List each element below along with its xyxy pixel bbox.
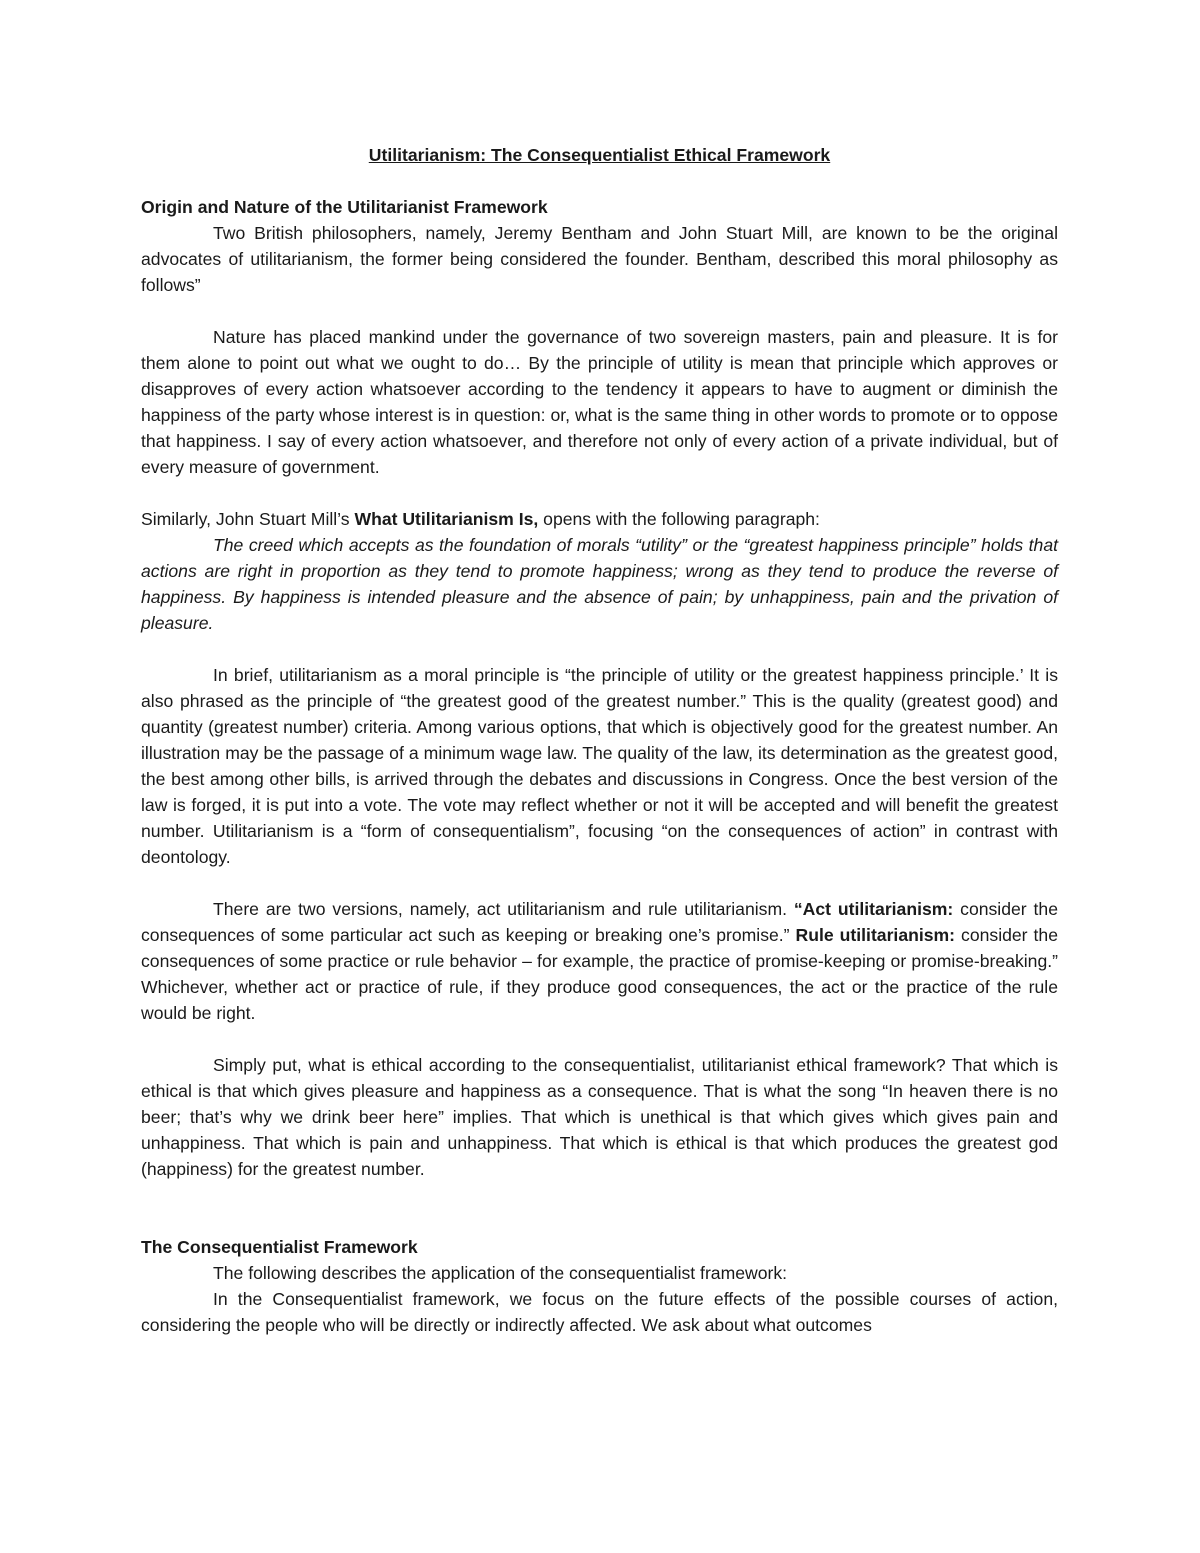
versions-text-3: consider the consequences of some practice or rule behavior – for example, the practice of promise-keeping or promise-breaking.” Whichever, whether act or practice of rule, if they produce good consequences, the act or the practice of the rule would be right. (141, 925, 1058, 1023)
mill-work-title: What Utilitarianism Is, (354, 509, 539, 529)
mill-intro-text-end: opens with the following paragraph: (538, 509, 820, 529)
versions-text-2: consider the consequences of some particular act such as keeping or breaking one’s promise.” (141, 899, 1058, 945)
in-brief-paragraph: In brief, utilitarianism as a moral principle is “the principle of utility or the greatest happiness principle.’ It is also phrased as the principle of “the greatest good of the greatest number.” This is the quality (greatest good) and quantity (greatest number) criteria. Among various options, that which is objectively good for the greatest number. An illustration may be the passage of a minimum wage law. The quality of the law, its determination as the greatest good, the best among other bills, is arrived through the debates and discussions in Congress. Once the best version of the law is forged, it is put into a vote. The vote may reflect whether or not it will be accepted and will benefit the greatest number. Utilitarianism is a “form of consequentialism”, focusing “on the consequences of action” in contrast with deontology. (141, 665, 1058, 867)
section-heading-origin: Origin and Nature of the Utilitarianist Framework (141, 197, 548, 217)
spacer (141, 480, 1058, 506)
versions-paragraph (141, 896, 1058, 1026)
consequentialist-intro: The following describes the application of the consequentialist framework: (213, 1263, 788, 1283)
consequentialist-body: In the Consequentialist framework, we focus on the future effects of the possible courses of action, considering the people who will be directly or indirectly affected. We ask about what outcomes (141, 1289, 1058, 1335)
act-utilitarianism-term: “Act utilitarianism: (793, 899, 954, 919)
section-heading-consequentialist: The Consequentialist Framework (141, 1237, 418, 1257)
spacer (141, 636, 1058, 662)
spacer (141, 870, 1058, 896)
spacer (141, 298, 1058, 324)
mill-quote-paragraph: The creed which accepts as the foundation of morals “utility” or the “greatest happiness principle” holds that actions are right in proportion as they tend to promote happiness; wrong as they tend to produce the reverse of happiness. By happiness is intended pleasure and the absence of pain; by unhappiness, pain and the privation of pleasure. (141, 535, 1058, 633)
bentham-quote-paragraph: Nature has placed mankind under the governance of two sovereign masters, pain and pleasure. It is for them alone to point out what we ought to do… By the principle of utility is mean that principle which approves or disapproves of every action whatsoever according to the tendency it appears to have to augment or diminish the happiness of the party whose interest is in question: or, what is the same thing in other words to promote or to oppose that happiness. I say of every action whatsoever, and therefore not only of every action of a private individual, but of every measure of government. (141, 327, 1058, 477)
simply-put-paragraph: Simply put, what is ethical according to the consequentialist, utilitarianist ethical framework? That which is ethical is that which gives pleasure and happiness as a consequence. That is what the song “In heaven there is no beer; that’s why we drink beer here” implies. That which is unethical is that which gives which gives pain and unhappiness. That which is pain and unhappiness. That which is ethical is that which produces the greatest god (happiness) for the greatest number. (141, 1055, 1058, 1179)
intro-paragraph: Two British philosophers, namely, Jeremy Bentham and John Stuart Mill, are known to be the original advocates of utilitarianism, the former being considered the founder. Bentham, described this moral philosophy as follows” (141, 223, 1058, 295)
spacer (141, 1182, 1058, 1234)
document-page (141, 142, 1058, 1338)
mill-intro-paragraph (141, 506, 1058, 532)
document-title: Utilitarianism: The Consequentialist Ethical Framework (368, 145, 831, 165)
spacer (141, 1026, 1058, 1052)
rule-utilitarianism-term: Rule utilitarianism: (795, 925, 956, 945)
mill-intro-text: Similarly, John Stuart Mill’s (141, 509, 355, 529)
versions-text-1: There are two versions, namely, act utilitarianism and rule utilitarianism. (213, 899, 794, 919)
